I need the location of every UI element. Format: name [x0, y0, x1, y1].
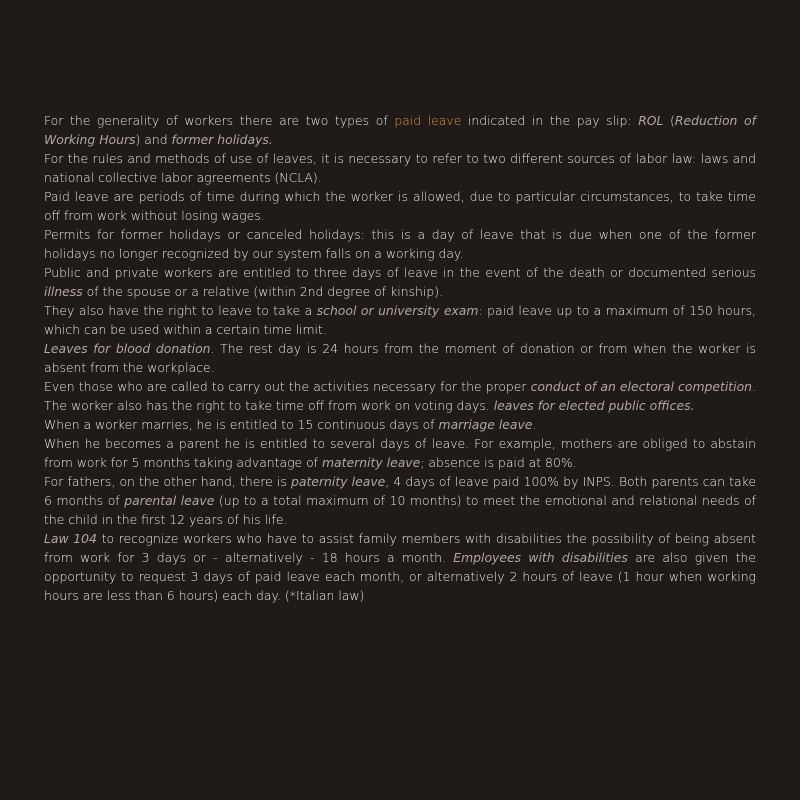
text-segment: . The worker also has the right to take time off from work on voting days.	[44, 379, 756, 413]
text-segment: (up to a total maximum of 10 months) to meet the emotional and relational needs of the child in the first 12 years of his life.	[44, 493, 756, 527]
paragraph	[44, 225, 756, 263]
text-segment: to recognize workers who have to assist family members with disabilities the possibility of being absent from work for 3 days or - alternatively - 18 hours a month.	[44, 531, 757, 565]
emphasized-term: Law 104	[44, 531, 97, 546]
emphasized-term: illness	[44, 284, 83, 299]
emphasized-term: parental leave	[124, 493, 215, 508]
paragraph	[44, 434, 756, 472]
emphasized-term: conduct of an electoral competition	[530, 379, 753, 394]
text-segment: , 4 days of leave paid 100% by INPS. Both parents can take 6 months of	[44, 474, 756, 508]
emphasized-term: former holidays.	[171, 132, 273, 147]
text-segment: of the spouse or a relative (within 2nd degree of kinship).	[82, 284, 443, 299]
text-segment: Even those who are called to carry out the activities necessary for the proper	[44, 379, 531, 394]
text-segment: When he becomes a parent he is entitled to several days of leave. For example, mothers are obliged to abstain from work for 5 months taking advantage of	[44, 436, 756, 470]
paragraph	[44, 187, 756, 225]
paragraph	[44, 529, 756, 605]
text-segment: : paid leave up to a maximum of 150 hours, which can be used within a certain time limit.	[44, 303, 756, 337]
text-segment: For the rules and methods of use of leaves, it is necessary to refer to two different sources of labor law: laws and national collective labor agreements (NCLA).	[44, 151, 756, 185]
paragraph	[44, 301, 756, 339]
emphasized-term: paternity leave	[290, 474, 386, 489]
paragraph	[44, 472, 756, 529]
emphasized-term: Reduction of Working Hours	[44, 113, 756, 147]
emphasized-term: ROL	[638, 113, 664, 128]
emphasized-term: Leaves for blood donation	[44, 341, 211, 356]
emphasized-term: Employees with disabilities	[453, 550, 628, 565]
text-segment: ) and	[135, 132, 172, 147]
text-segment: For fathers, on the other hand, there is	[44, 474, 291, 489]
paragraph	[44, 415, 756, 434]
paragraph	[44, 339, 756, 377]
text-segment: (	[663, 113, 675, 128]
emphasized-term: maternity leave	[321, 455, 421, 470]
text-segment: are also given the opportunity to request 3 days of paid leave each month, or alternatively 2 hours of leave (1 hour when working hours are less than 6 hours) each day. (*Italian law)	[44, 550, 757, 603]
emphasized-term: leaves for elected public offices.	[493, 398, 695, 413]
paragraph	[44, 149, 756, 187]
text-segment: ; absence is paid at 80%.	[420, 455, 577, 470]
paragraph	[44, 111, 756, 149]
paragraph	[44, 377, 756, 415]
text-segment: . The rest day is 24 hours from the moment of donation or from when the worker is absent from the workplace.	[44, 341, 756, 375]
text-segment: Paid leave are periods of time during which the worker is allowed, due to particular circumstances, to take time off from work without losing wages.	[44, 189, 756, 223]
text-segment: When a worker marries, he is entitled to 15 continuous days of	[44, 417, 439, 432]
document-body	[44, 111, 756, 605]
text-segment: Public and private workers are entitled to three days of leave in the event of the death or documented serious	[44, 265, 756, 280]
text-segment: They also have the right to leave to take a	[44, 303, 317, 318]
text-segment: indicated in the pay slip:	[461, 113, 639, 128]
text-segment: Permits for former holidays or canceled holidays: this is a day of leave that is due when one of the former holidays no longer recognized by our system falls on a working day.	[44, 227, 756, 261]
paragraph	[44, 263, 756, 301]
emphasized-term: school or university exam	[316, 303, 479, 318]
emphasized-term: marriage leave	[438, 417, 533, 432]
text-segment: .	[532, 417, 537, 432]
highlighted-term: paid leave	[394, 113, 462, 128]
text-segment: For the generality of workers there are two types of	[44, 113, 395, 128]
